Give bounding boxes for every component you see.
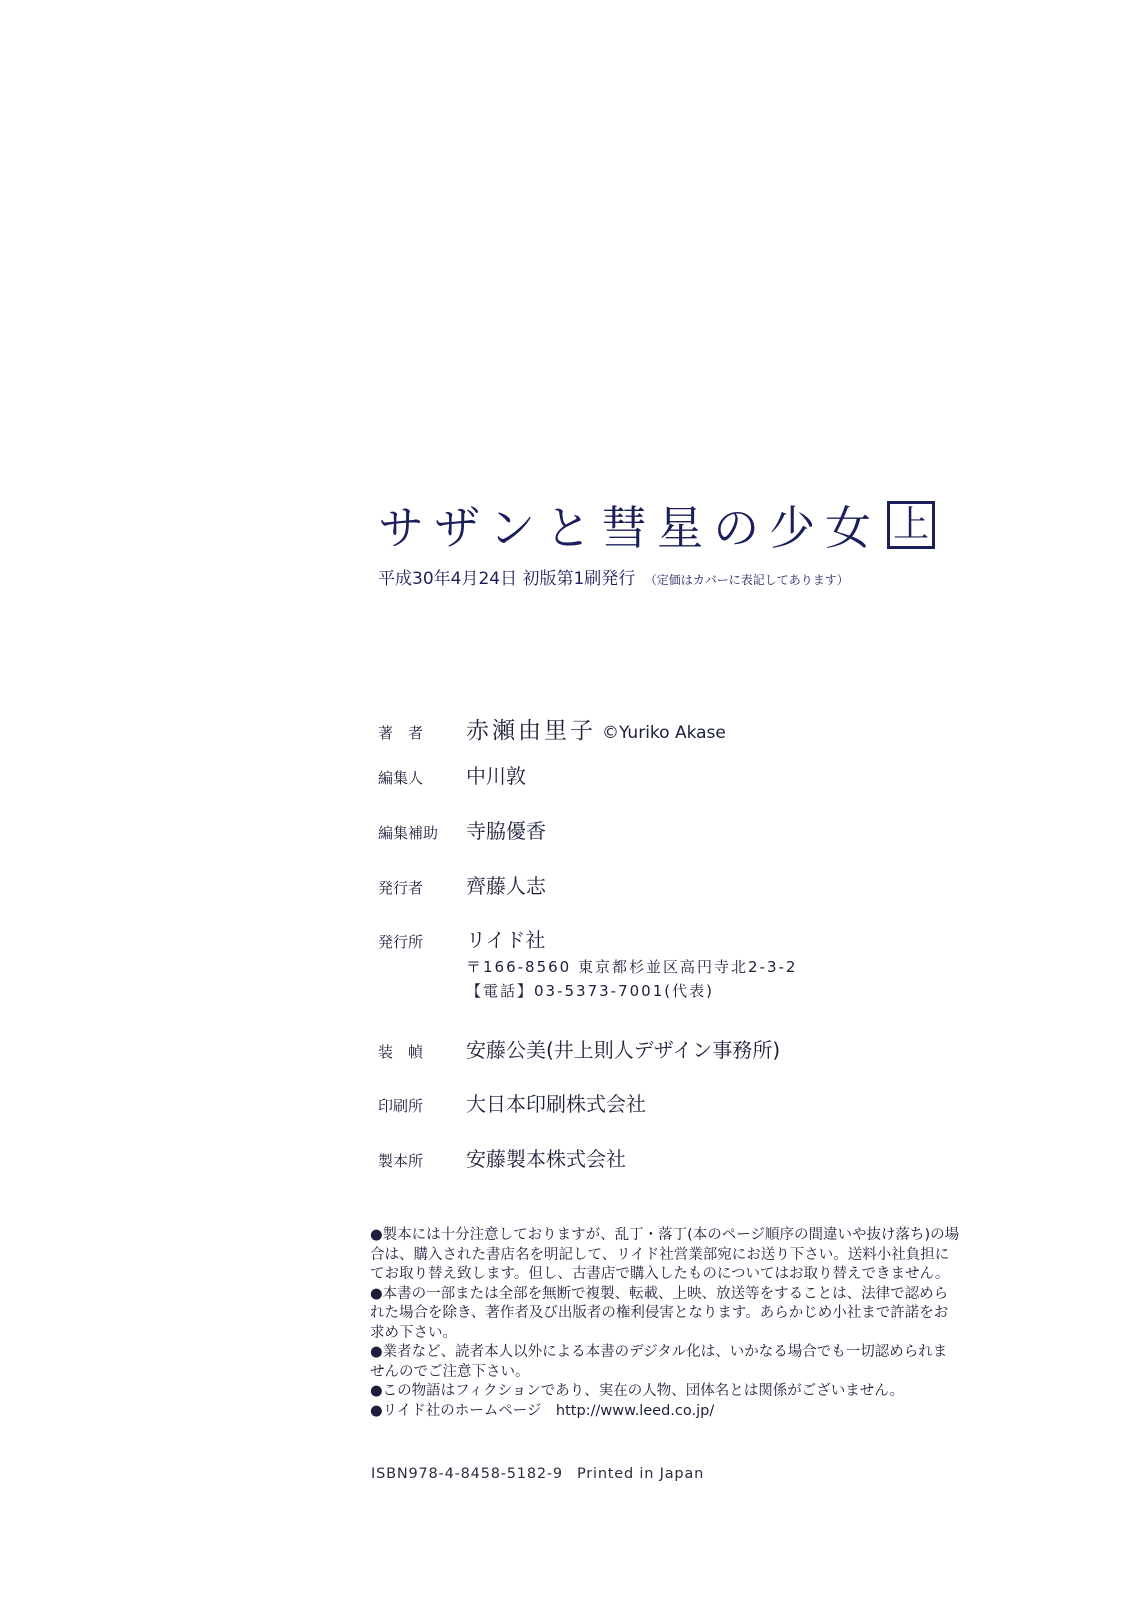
credit-editor	[378, 760, 526, 789]
credit-binder	[378, 1143, 626, 1172]
credit-value: 齊藤人志	[466, 874, 546, 898]
credit-value: 大日本印刷株式会社	[466, 1092, 646, 1116]
credit-value: 寺脇優香	[466, 819, 546, 843]
note-damaged-copies: ●製本には十分注意しておりますが、乱丁・落丁(本のページ順序の間違いや抜け落ち)の場合は、購入された書店名を明記して、リイド社営業部宛にお送り下さい。送料小社負担にてお取り替え致します。但し、古書店で購入したものについてはお取り替えできません。	[370, 1227, 960, 1282]
credit-printer	[378, 1088, 646, 1117]
title-row	[378, 490, 1018, 560]
credit-role: 発行所	[378, 933, 424, 951]
author-copyright: ©Yuriko Akase	[602, 723, 726, 743]
legal-notes	[370, 1226, 960, 1421]
isbn-line	[371, 1466, 704, 1482]
price-note: （定価はカバーに表記してあります）	[644, 573, 849, 587]
credit-cover-design	[378, 1034, 780, 1063]
credit-value: 安藤公美(井上則人デザイン事務所)	[466, 1038, 781, 1062]
credit-value	[466, 712, 726, 745]
credit-value: 安藤製本株式会社	[466, 1147, 626, 1171]
isbn: ISBN978-4-8458-5182-9	[371, 1466, 563, 1482]
credit-role: 発行者	[378, 879, 424, 897]
publisher-address: 〒166-8560 東京都杉並区高円寺北2-3-2	[466, 958, 798, 976]
credit-editorial-assistant	[378, 815, 546, 844]
volume-badge: 上	[887, 501, 935, 549]
printed-in: Printed in Japan	[576, 1466, 705, 1482]
credit-value: 中川敦	[466, 764, 526, 788]
note-copyright: ●本書の一部または全部を無断で複製、転載、上映、放送等をすることは、法律で認められた場合を除き、著作者及び出版者の権利侵害となります。あらかじめ小社まで許諾をお求め下さい。	[370, 1285, 949, 1341]
publication-date-text: 平成30年4月24日 初版第1刷発行	[378, 569, 636, 589]
credit-author	[378, 712, 726, 745]
credit-role: 著 者	[378, 724, 424, 742]
credit-role: 編集人	[378, 769, 424, 787]
credit-publishing-house	[378, 924, 545, 953]
credit-publisher	[378, 870, 546, 899]
author-name: 赤瀬由里子	[466, 718, 596, 744]
credit-role: 装 幀	[378, 1043, 424, 1061]
credit-value: リイド社	[466, 928, 546, 952]
note-fiction: ●この物語はフィクションであり、実在の人物、団体名とは関係がございません。	[370, 1383, 905, 1399]
credit-role: 印刷所	[378, 1097, 424, 1115]
note-homepage: ●リイド社のホームページ http://www.leed.co.jp/	[370, 1402, 715, 1419]
credit-role: 製本所	[378, 1152, 424, 1170]
publisher-phone: 【電話】03-5373-7001(代表)	[466, 982, 714, 1000]
credit-role: 編集補助	[378, 824, 439, 842]
colophon-header	[378, 490, 1018, 589]
publication-date	[378, 564, 1018, 589]
note-digitization: ●業者など、読者本人以外による本書のデジタル化は、いかなる場合でも一切認められませんのでご注意下さい。	[370, 1344, 948, 1380]
book-title: サザンと彗星の少女	[378, 501, 882, 555]
